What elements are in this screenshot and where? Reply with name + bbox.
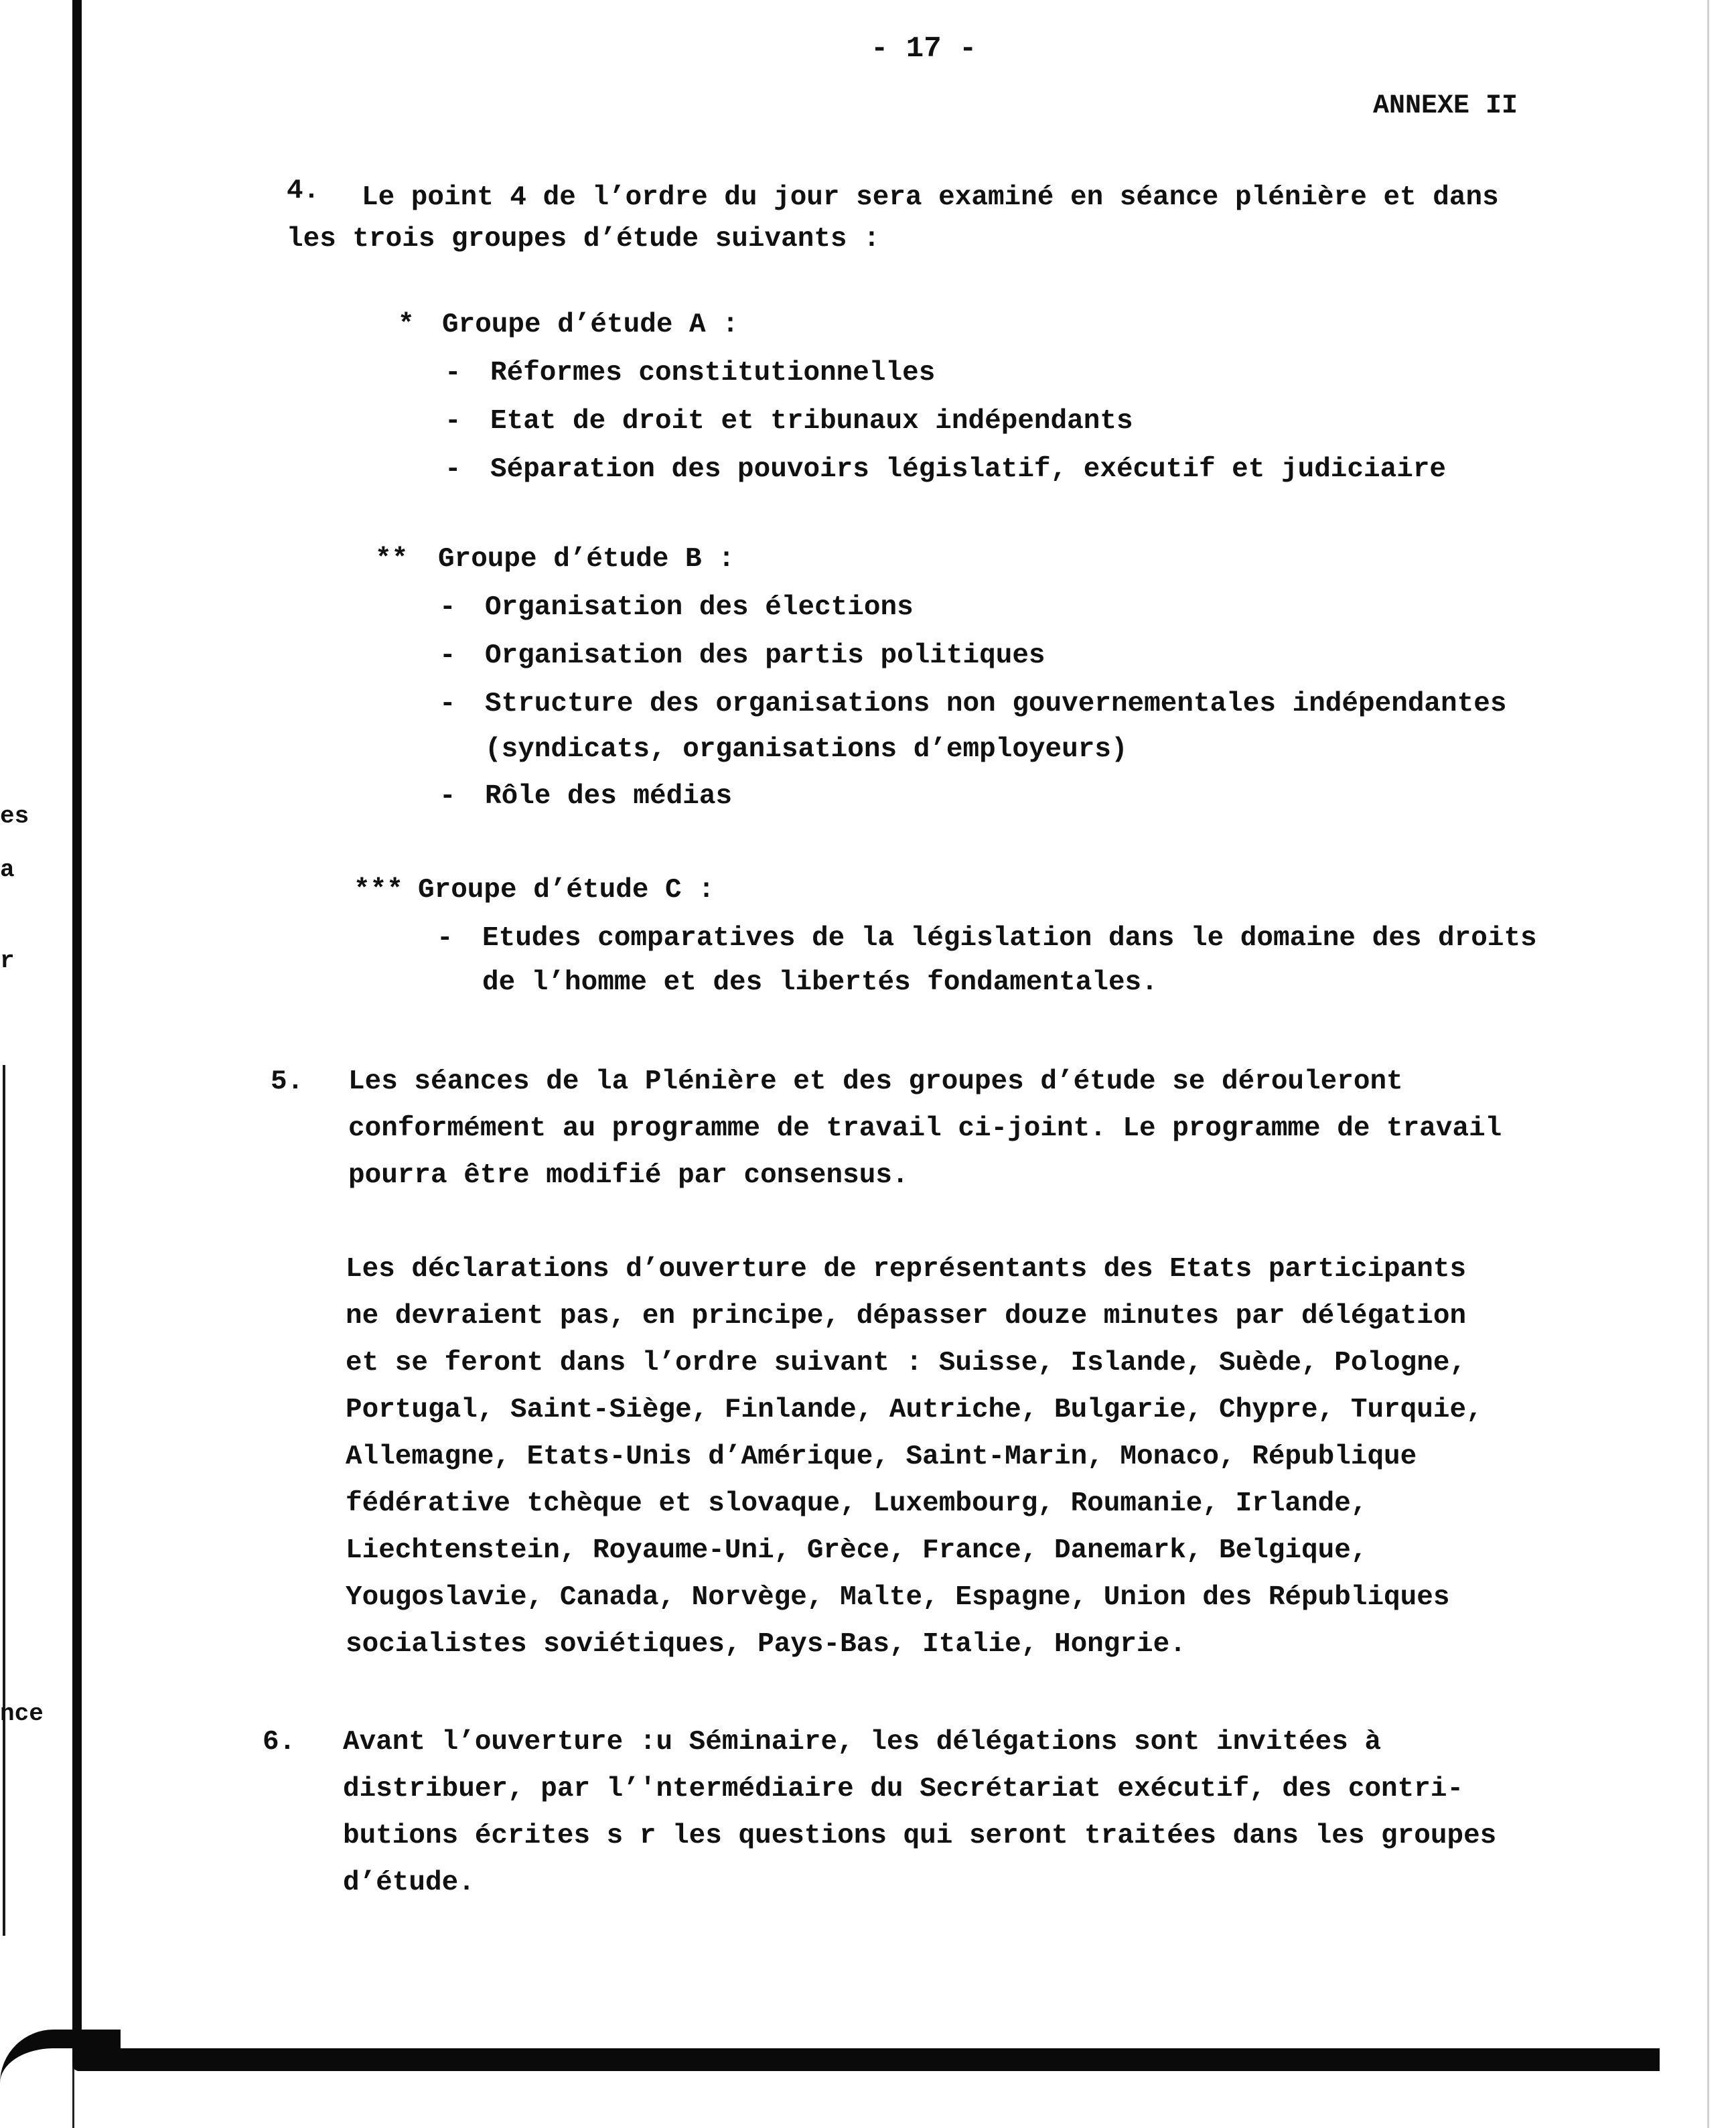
margin-fragment: r bbox=[0, 947, 15, 975]
group-item: Rôle des médias bbox=[485, 781, 733, 812]
group-title: Groupe d’étude C : bbox=[418, 875, 715, 906]
group-item: Séparation des pouvoirs législatif, exécutif et judiciaire bbox=[490, 454, 1447, 485]
text-line: pourra être modifié par consensus. bbox=[348, 1160, 909, 1191]
text-line: Le point 4 de l’ordre du jour sera examiné en séance plénière et dans bbox=[362, 182, 1499, 213]
text-line: ne devraient pas, en principe, dépasser douze minutes par délégation bbox=[346, 1301, 1467, 1332]
text-line: Liechtenstein, Royaume-Uni, Grèce, France, Danemark, Belgique, bbox=[346, 1535, 1368, 1566]
text-line: butions écrites s r les questions qui seront traitées dans les groupes bbox=[343, 1821, 1497, 1851]
section-number: 5. bbox=[271, 1066, 304, 1097]
annex-label: ANNEXE II bbox=[1373, 91, 1518, 121]
dash-bullet: - bbox=[439, 689, 456, 719]
dash-bullet: - bbox=[439, 781, 456, 812]
group-marker: * bbox=[398, 309, 415, 340]
text-line: d’étude. bbox=[343, 1867, 475, 1898]
text-line: Allemagne, Etats-Unis d’Amérique, Saint-Marin, Monaco, République bbox=[346, 1441, 1417, 1472]
group-item: Organisation des élections bbox=[485, 592, 914, 623]
binding-margin bbox=[0, 0, 74, 2128]
text-line: Portugal, Saint-Siège, Finlande, Autriche, Bulgarie, Chypre, Turquie, bbox=[346, 1395, 1483, 1425]
adjacent-page-edge bbox=[3, 1065, 5, 1936]
margin-fragment: a bbox=[0, 856, 15, 883]
right-page-edge bbox=[1707, 0, 1709, 2128]
text-line: et se feront dans l’ordre suivant : Suisse, Islande, Suède, Pologne, bbox=[346, 1348, 1467, 1378]
dash-bullet: - bbox=[445, 358, 461, 388]
dash-bullet: - bbox=[439, 640, 456, 671]
group-marker: *** bbox=[354, 875, 403, 906]
text-line: conformément au programme de travail ci-joint. Le programme de travail bbox=[348, 1113, 1502, 1144]
text-line: Yougoslavie, Canada, Norvège, Malte, Espagne, Union des Républiques bbox=[346, 1582, 1450, 1613]
group-item: Réformes constitutionnelles bbox=[490, 358, 936, 388]
text-line: socialistes soviétiques, Pays-Bas, Italie, Hongrie. bbox=[346, 1629, 1186, 1660]
bottom-shadow-bar bbox=[72, 2048, 1660, 2071]
group-item: Etat de droit et tribunaux indépendants bbox=[490, 406, 1133, 437]
page-curl bbox=[0, 2030, 121, 2128]
group-item: Organisation des partis politiques bbox=[485, 640, 1045, 671]
section-4-intro bbox=[362, 174, 1499, 221]
section-6-para bbox=[343, 1719, 1496, 1906]
section-5-para-1 bbox=[348, 1058, 1502, 1199]
group-item-cont: (syndicats, organisations d’employeurs) bbox=[485, 734, 1128, 765]
text-line: fédérative tchèque et slovaque, Luxembourg, Roumanie, Irlande, bbox=[346, 1488, 1368, 1519]
text-line: Les déclarations d’ouverture de représentants des Etats participants bbox=[346, 1254, 1467, 1285]
group-marker: ** bbox=[375, 544, 409, 575]
group-item: Etudes comparatives de la législation dans le domaine des droits bbox=[482, 923, 1537, 954]
section-number: 4. bbox=[287, 175, 320, 206]
dash-bullet: - bbox=[437, 923, 453, 954]
group-item: Structure des organisations non gouvernementales indépendantes bbox=[485, 689, 1507, 719]
dash-bullet: - bbox=[445, 406, 461, 437]
text-line: les trois groupes d’étude suivants : bbox=[287, 224, 880, 255]
dash-bullet: - bbox=[445, 454, 461, 485]
group-title: Groupe d’étude A : bbox=[442, 309, 739, 340]
binding-edge bbox=[72, 0, 82, 2063]
group-item-cont: de l’homme et des libertés fondamentales. bbox=[482, 967, 1158, 998]
text-line: Avant l’ouverture :u Séminaire, les délégations sont invitées à bbox=[343, 1727, 1382, 1758]
page-number: - 17 - bbox=[871, 32, 977, 66]
group-title: Groupe d’étude B : bbox=[438, 544, 735, 575]
section-4-intro-cont bbox=[287, 216, 880, 263]
section-5-para-2 bbox=[346, 1246, 1483, 1668]
text-line: Les séances de la Plénière et des groupes d’étude se dérouleront bbox=[348, 1066, 1403, 1097]
dash-bullet: - bbox=[439, 592, 456, 623]
section-number: 6. bbox=[263, 1727, 296, 1758]
text-line: distribuer, par l’'ntermédiaire du Secrétariat exécutif, des contri- bbox=[343, 1774, 1464, 1804]
margin-fragment: nce bbox=[0, 1700, 44, 1727]
margin-fragment: es bbox=[0, 802, 29, 830]
